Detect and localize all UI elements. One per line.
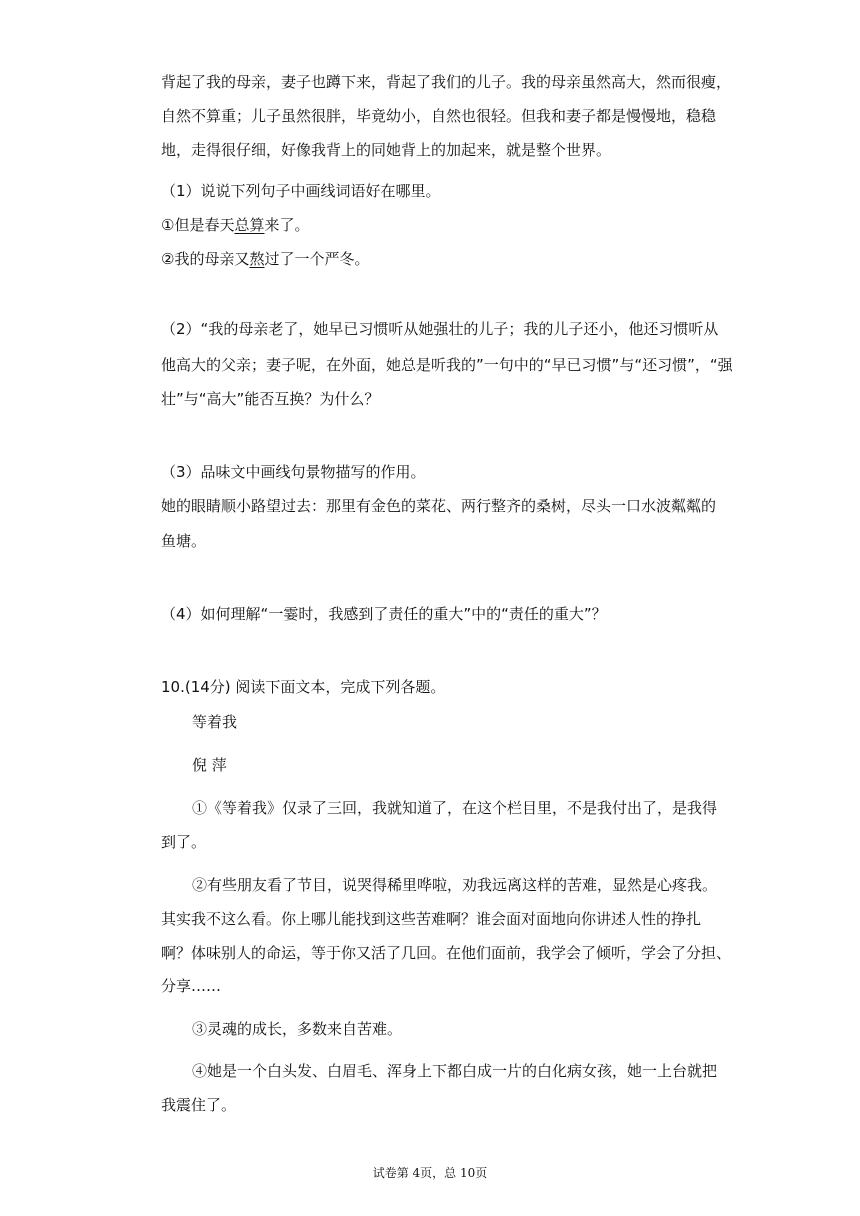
paragraph-line: ②有些朋友看了节目，说哭得稀里哗啦，劝我远离这样的苦难，显然是心疼我。: [192, 876, 718, 894]
passage-line: 地，走得很仔细，好像我背上的同她背上的加起来，就是整个世界。: [161, 141, 612, 159]
question-1-sentence-2: [161, 249, 369, 269]
question-3-line: 她的眼睛顺小路望过去：那里有金色的菜花、两行整齐的桑树，尽头一口水波粼粼的: [161, 497, 717, 515]
question-2-line: 壮”与“高大”能否互换？为什么？: [161, 390, 380, 408]
question-4-prompt: （4）如何理解“一霎时，我感到了责任的重大”中的“责任的重大”？: [161, 605, 607, 623]
question-3-line: 鱼塘。: [161, 532, 207, 550]
paragraph-line: ①《等着我》仅录了三回，我就知道了，在这个栏目里，不是我付出了，是我得: [192, 799, 718, 817]
question-3-prompt: （3）品味文中画线句景物描写的作用。: [161, 463, 426, 481]
passage-line: 背起了我的母亲，妻子也蹲下来，背起了我们的儿子。我的母亲虽然高大，然而很瘦，: [161, 73, 732, 91]
paragraph-line: 到了。: [161, 833, 207, 851]
paragraph-line: 分享……: [161, 977, 222, 995]
question-1-prompt: （1）说说下列句子中画线词语好在哪里。: [161, 182, 441, 200]
paragraph-line: 我震住了。: [161, 1096, 237, 1114]
sentence-text: 来了。: [264, 216, 310, 234]
sentence-text: ②我的母亲又: [161, 250, 250, 268]
question-2-line: （2）“我的母亲老了，她早已习惯听从她强壮的儿子；我的儿子还小，他还习惯听从: [161, 320, 719, 338]
sentence-text: ①但是春天: [161, 216, 235, 234]
page-footer: 试卷第 4页，总 10页: [372, 1166, 488, 1180]
paragraph-line: ③灵魂的成长，多数来自苦难。: [192, 1020, 403, 1038]
paragraph-line: 啊？体味别人的命运，等于你又活了几回。在他们面前，我学会了倾听，学会了分担、: [161, 944, 732, 962]
paragraph-line: ④她是一个白头发、白眉毛、浑身上下都白成一片的白化病女孩，她一上台就把: [192, 1062, 718, 1080]
article-author: 倪 萍: [192, 756, 227, 774]
sentence-text: 过了一个严冬。: [264, 250, 370, 268]
question-10-header: 10.(14分) 阅读下面文本，完成下列各题。: [161, 678, 446, 696]
paragraph-line: 其实我不这么看。你上哪儿能找到这些苦难啊？谁会面对面地向你讲述人性的挣扎: [161, 910, 702, 928]
question-1-sentence-1: [161, 215, 309, 235]
passage-line: 自然不算重；儿子虽然很胖，毕竟幼小，自然也很轻。但我和妻子都是慢慢地，稳稳: [161, 107, 717, 125]
article-title: 等着我: [192, 713, 238, 731]
underlined-word: 熬: [249, 250, 265, 268]
underlined-word: 总算: [234, 216, 265, 234]
question-2-line: 他高大的父亲；妻子呢，在外面，她总是听我的”一句中的“早已习惯”与“还习惯”，“强: [161, 356, 733, 374]
